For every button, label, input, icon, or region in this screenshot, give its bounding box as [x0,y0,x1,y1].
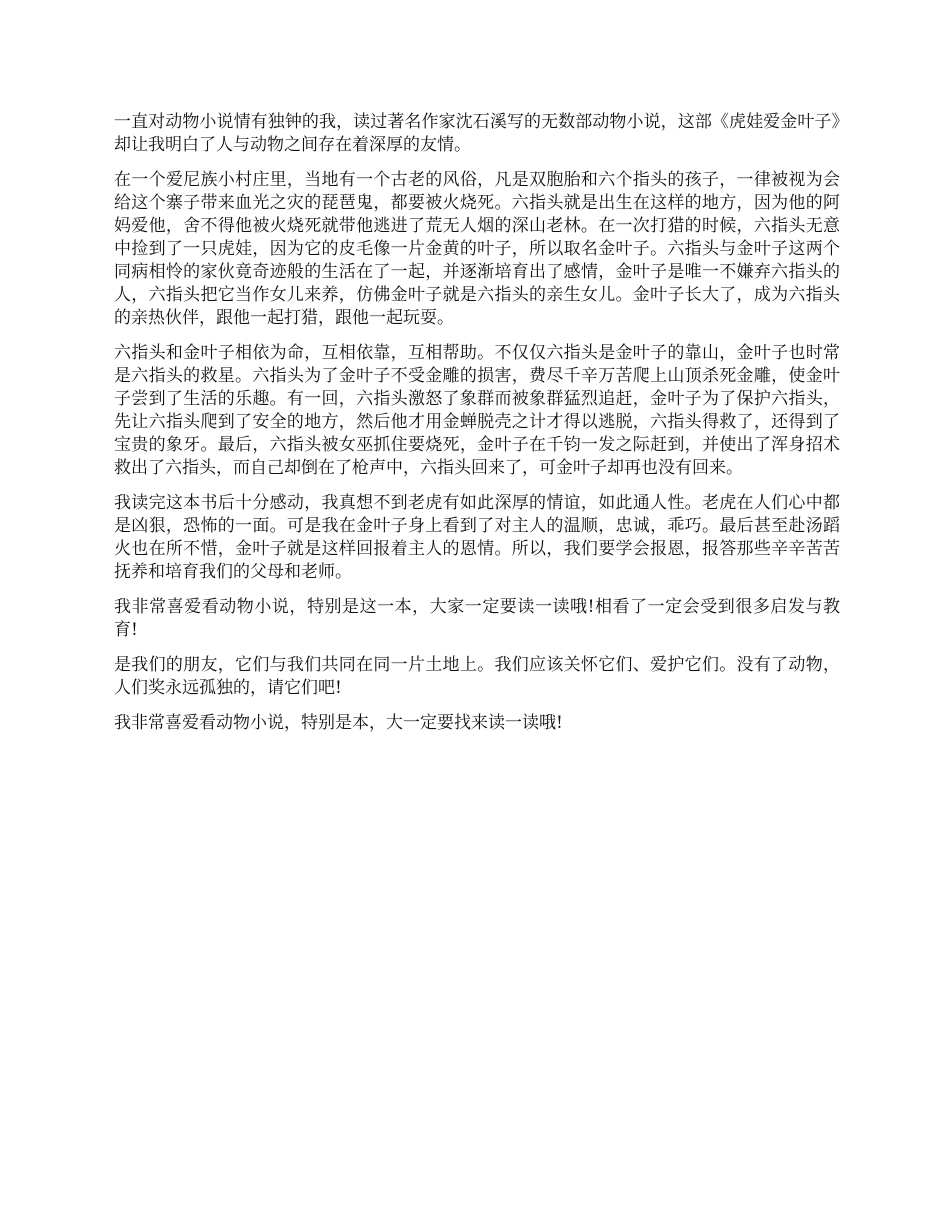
paragraph-story-events: 六指头和金叶子相依为命，互相依靠，互相帮助。不仅仅六指头是金叶子的靠山，金叶子也时常是六指头的救星。六指头为了金叶子不受金雕的损害，费尽千辛万苦爬上山顶杀死金雕，使金叶子尝到了生活的乐趣。有一回，六指头激怒了象群而被象群猛烈追赶，金叶子为了保护六指头，先让六指头爬到了安全的地方，然后他才用金蝉脱壳之计才得以逃脱，六指头得救了，还得到了宝贵的象牙。最后，六指头被女巫抓住要烧死，金叶子在千钧一发之际赶到，并使出了浑身招术救出了六指头，而自己却倒在了枪声中，六指头回来了，可金叶子却再也没有回来。 [114,343,840,478]
paragraph-story-setting: 在一个爱尼族小村庄里，当地有一个古老的风俗，凡是双胞胎和六个指头的孩子，一律被视为会给这个寨子带来血光之灾的琵琶鬼，都要被火烧死。六指头就是出生在这样的地方，因为他的阿妈爱他，舍不得他被火烧死就带他逃进了荒无人烟的深山老林。在一次打猎的时候，六指头无意中捡到了一只虎娃，因为它的皮毛像一片金黄的叶子，所以取名金叶子。六指头与金叶子这两个同病相怜的家伙竟奇迹般的生活在了一起，并逐渐培育出了感情，金叶子是唯一不嫌弃六指头的人，六指头把它当作女儿来养，仿佛金叶子就是六指头的亲生女儿。金叶子长大了，成为六指头的亲热伙伴，跟他一起打猎，跟他一起玩耍。 [114,170,840,328]
paragraph-closing: 我非常喜爱看动物小说，特别是本，大一定要找来读一读哦! [114,713,563,733]
document-body [114,111,840,747]
paragraph-intro: 一直对动物小说情有独钟的我，读过著名作家沈石溪写的无数部动物小说，这部《虎娃爱金叶子》却让我明白了人与动物之间存在着深厚的友情。 [114,112,840,155]
paragraph-reflection: 我读完这本书后十分感动，我真想不到老虎有如此深厚的情谊，如此通人性。老虎在人们心中都是凶狠，恐怖的一面。可是我在金叶子身上看到了对主人的温顺，忠诚，乖巧。最后甚至赴汤蹈火也在所不惜，金叶子就是这样回报着主人的恩情。所以，我们要学会报恩，报答那些辛辛苦苦抚养和培育我们的父母和老师。 [114,493,840,582]
paragraph-animals-friends: 是我们的朋友，它们与我们共同在同一片土地上。我们应该关怀它们、爱护它们。没有了动物，人们奖永远孤独的，请它们吧! [114,655,840,698]
paragraph-recommendation: 我非常喜爱看动物小说，特别是这一本，大家一定要读一读哦!相看了一定会受到很多启发与教育! [114,597,840,640]
